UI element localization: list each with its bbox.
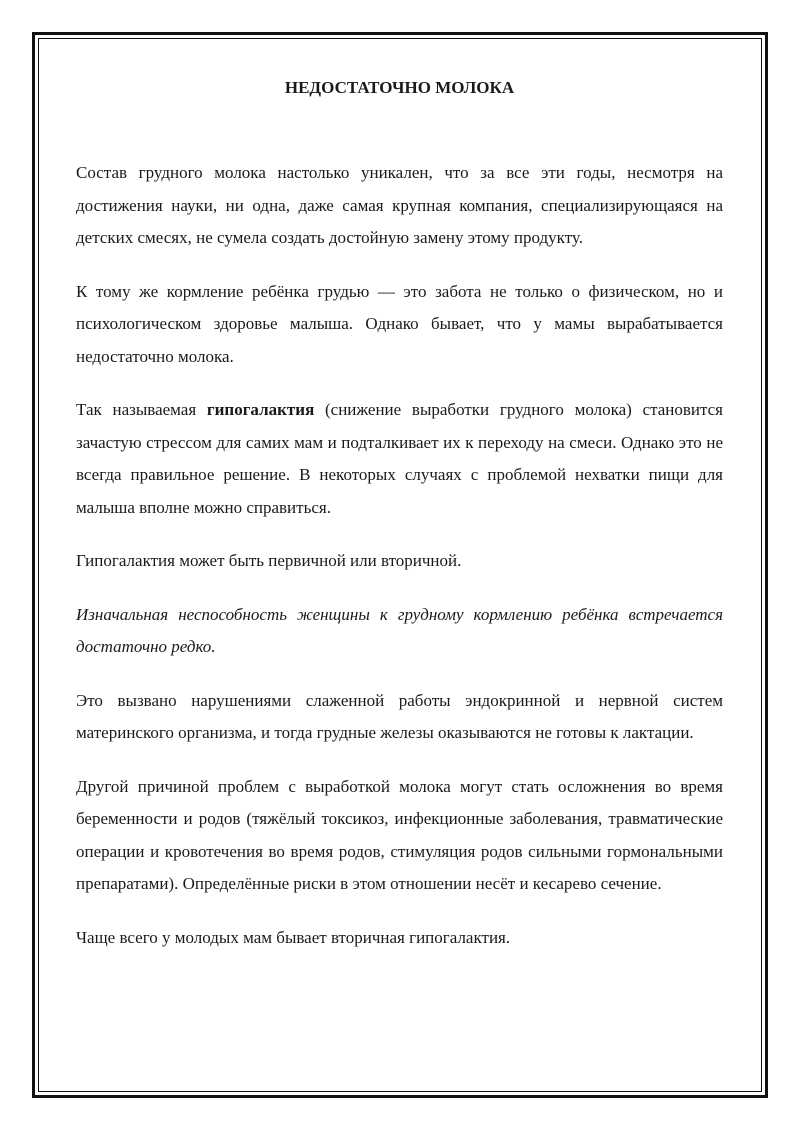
paragraph-text-after: (снижение выработки грудного молока) становится зачастую стрессом для самих мам и подталкивает их к переходу на смеси. Однако это не всегда правильное решение. В некоторых случаях с проблемой нехватки пищи для малыша вполне можно справиться. — [76, 400, 723, 517]
paragraph-endocrine-causes: Это вызвано нарушениями слаженной работы эндокринной и нервной систем материнского организма, и тогда грудные железы оказываются не готовы к лактации. — [76, 690, 723, 742]
document-title: НЕДОСТАТОЧНО МОЛОКА — [284, 78, 515, 97]
paragraph-breastfeeding-care: К тому же кормление ребёнка грудью — это забота не только о физическом, но и психологическом здоровье малыша. Однако бывает, что у мамы вырабатывается недостаточно молока. — [76, 281, 723, 366]
paragraph-primary-secondary: Гипогалактия может быть первичной или вторичной. — [76, 551, 462, 570]
paragraph-hypogalactia-definition — [76, 394, 723, 524]
paragraph-italic-inability: Изначальная неспособность женщины к грудному кормлению ребёнка встречается достаточно редко. — [76, 604, 723, 656]
document-body — [76, 72, 723, 975]
paragraph-text-before: Так называемая — [76, 400, 207, 419]
term-hypogalactia: гипогалактия — [206, 400, 315, 419]
paragraph-secondary-hypogalactia: Чаще всего у молодых мам бывает вторичная гипогалактия. — [76, 927, 511, 947]
paragraph-milk-composition: Состав грудного молока настолько уникален, что за все эти годы, несмотря на достижения науки, ни одна, даже самая крупная компания, специализирующаяся на детских смесях, не сумела создать достойную замену этому продукту. — [76, 163, 723, 247]
paragraph-pregnancy-complications: Другой причиной проблем с выработкой молока могут стать осложнения во время беременности и родов (тяжёлый токсикоз, инфекционные заболевания, травматические операции и кровотечения во время родов, стимуляция родов сильными гормональными препаратами). Определённые риски в этом отношении несёт и кесарево сечение. — [76, 776, 723, 893]
